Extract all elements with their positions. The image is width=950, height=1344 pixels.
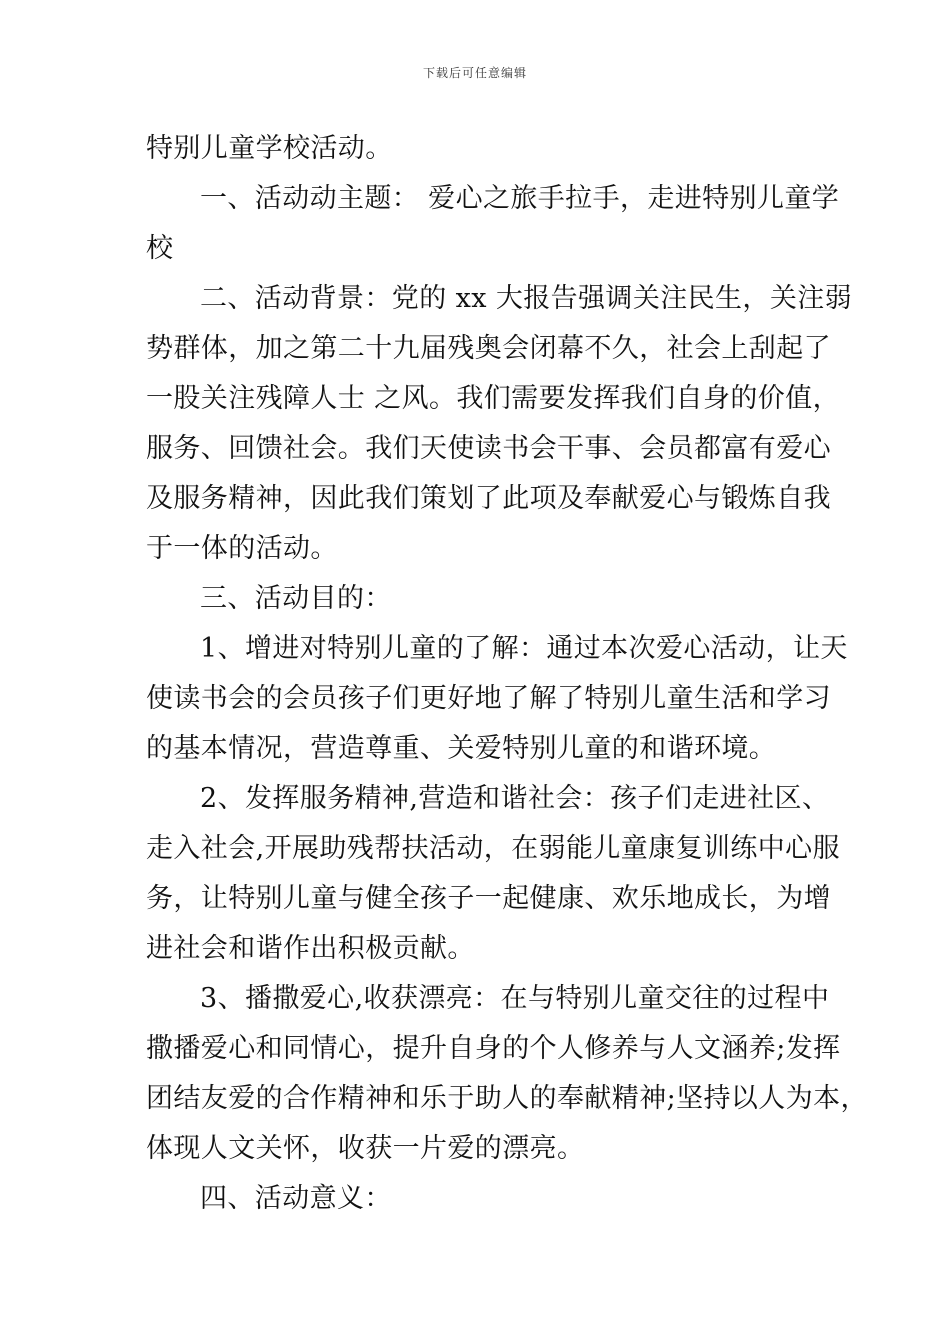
text-line: 务，让特别儿童与健全孩子一起健康、欢乐地成长，为增 bbox=[146, 883, 831, 914]
text-line: 进社会和谐作出积极贡献。 bbox=[146, 933, 475, 964]
text-line: 一股关注残障人士 之风。我们需要发挥我们自身的价值， bbox=[146, 383, 840, 414]
text-line: 势群体，加之第二十九届残奥会闭幕不久，社会上刮起了 bbox=[146, 333, 831, 364]
text-line: 的基本情况，营造尊重、关爱特别儿童的和谐环境。 bbox=[146, 733, 777, 764]
text-line: 撒播爱心和同情心，提升自身的个人修养与人文涵养;发挥 bbox=[146, 1033, 841, 1064]
text-line: 使读书会的会员孩子们更好地了解了特别儿童生活和学习 bbox=[146, 683, 831, 714]
list-item-3: 3、播撒爱心,收获漂亮：在与特别儿童交往的过程中 bbox=[200, 983, 830, 1014]
page-header-note: 下载后可任意编辑 bbox=[422, 66, 527, 80]
section-heading-theme: 一、活动动主题： 爱心之旅手拉手，走进特别儿童学 bbox=[200, 183, 840, 214]
document-body bbox=[146, 124, 868, 1224]
text-line: 特别儿童学校活动。 bbox=[146, 133, 393, 164]
text-line: 及服务精神，因此我们策划了此项及奉献爱心与锻炼自我 bbox=[146, 483, 831, 514]
text-line: 团结友爱的合作精神和乐于助人的奉献精神;坚持以人为本， bbox=[146, 1083, 868, 1114]
text-line: 走入社会,开展助残帮扶活动，在弱能儿童康复训练中心服 bbox=[146, 833, 840, 864]
section-heading-purpose: 三、活动目的： bbox=[200, 583, 392, 614]
list-item-1: 1、增进对特别儿童的了解：通过本次爱心活动，让天 bbox=[200, 633, 848, 664]
text-line: 于一体的活动。 bbox=[146, 533, 338, 564]
section-heading-background: 二、活动背景：党的 xx 大报告强调关注民生，关注弱 bbox=[200, 283, 853, 314]
text-line: 校 bbox=[146, 233, 174, 264]
text-line: 体现人文关怀，收获一片爱的漂亮。 bbox=[146, 1133, 585, 1164]
section-heading-significance: 四、活动意义： bbox=[200, 1183, 392, 1214]
list-item-2: 2、发挥服务精神,营造和谐社会：孩子们走进社区、 bbox=[200, 783, 830, 814]
text-line: 服务、回馈社会。我们天使读书会干事、会员都富有爱心 bbox=[146, 433, 831, 464]
